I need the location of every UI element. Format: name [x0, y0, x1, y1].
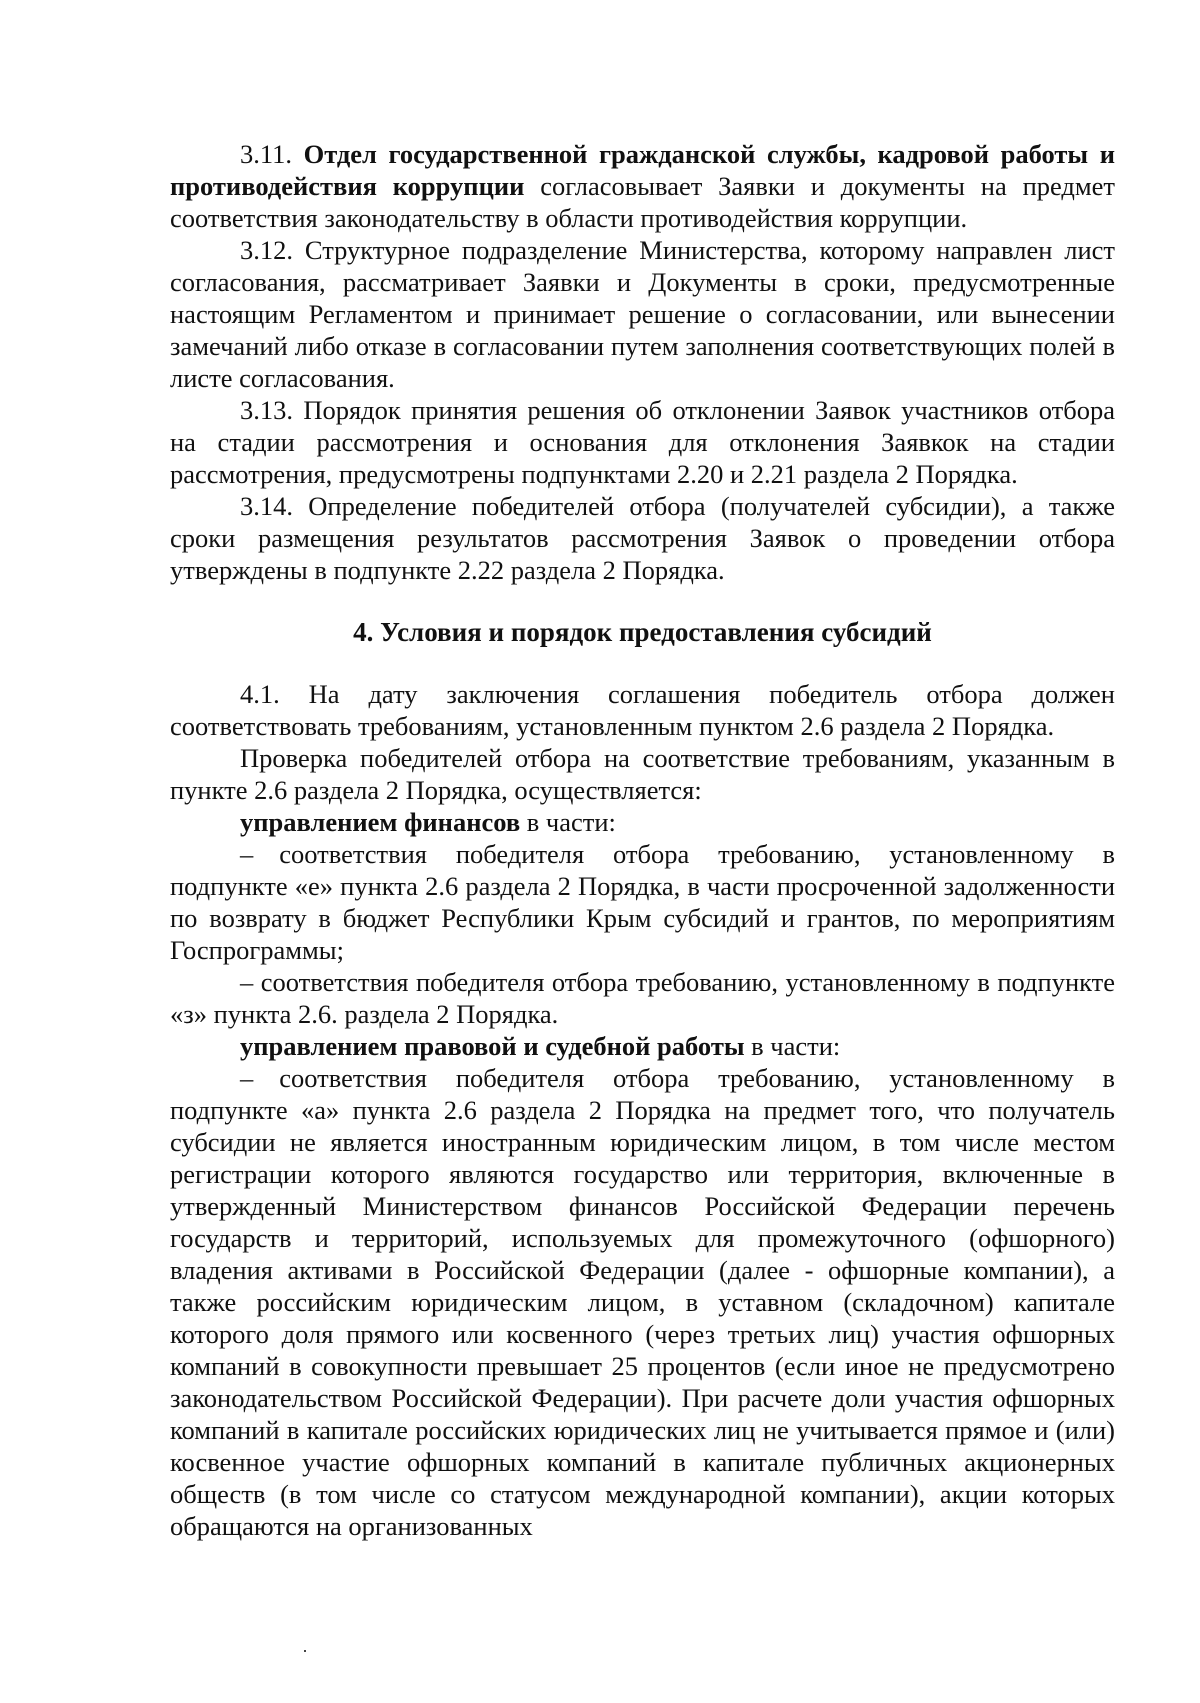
- finance-item-1-text: соответствия победителя отбора требованию, установленному в подпункте «е» пункта 2.6 раздела 2 Порядка, в части просроченной задолженности по возврату в бюджет Республики Крым субсидий и грантов, по мероприятиям Госпрограммы;: [170, 839, 1115, 965]
- legal-item-1: [170, 1062, 1115, 1542]
- legal-department-suffix: в части:: [744, 1031, 841, 1061]
- paragraph-3-12: 3.12. Структурное подразделение Министерства, которому направлен лист согласования, рассматривает Заявки и Документы в сроки, предусмотренные настоящим Регламентом и принимает решение о согласовании, или вынесении замечаний либо отказе в согласовании путем заполнения соответствующих полей в листе согласования.: [170, 235, 1115, 393]
- finance-department-name: управлением финансов: [240, 807, 521, 837]
- paragraph-3-11-department: Отдел государственной гражданской службы, кадровой работы и противодействия коррупции: [170, 139, 1115, 201]
- finance-department-suffix: в части:: [520, 807, 616, 837]
- scan-speck: [304, 1650, 306, 1652]
- finance-department-line: [170, 806, 1115, 838]
- finance-item-2: – соответствия победителя отбора требованию, установленному в подпункте «з» пункта 2.6. раздела 2 Порядка.: [170, 967, 1115, 1029]
- paragraph-4-1: 4.1. На дату заключения соглашения победитель отбора должен соответствовать требованиям, установленным пунктом 2.6 раздела 2 Порядка.: [170, 679, 1115, 741]
- paragraph-3-11-number: 3.11.: [240, 139, 304, 169]
- paragraph-3-11-text: согласовывает Заявки и документы на предмет соответствия законодательству в области противодействия коррупции.: [170, 171, 1116, 233]
- finance-item-1: [170, 838, 1115, 966]
- paragraph-3-11: [170, 138, 1115, 234]
- document-page: [170, 138, 1115, 1542]
- legal-department-name: управлением правовой и судебной работы: [240, 1031, 745, 1061]
- paragraph-verification: Проверка победителей отбора на соответствие требованиям, указанным в пункте 2.6 раздела 2 Порядка, осуществляется:: [170, 743, 1115, 805]
- legal-department-line: [170, 1030, 1115, 1062]
- paragraph-3-14: 3.14. Определение победителей отбора (получателей субсидии), а также сроки размещения результатов рассмотрения Заявок о проведении отбора утверждены в подпункте 2.22 раздела 2 Порядка.: [170, 491, 1115, 585]
- finance-item-1-dash: –: [240, 839, 254, 869]
- paragraph-3-13: 3.13. Порядок принятия решения об отклонении Заявок участников отбора на стадии рассмотрения и основания для отклонения Заявкок на стадии рассмотрения, предусмотрены подпунктами 2.20 и 2.21 раздела 2 Порядка.: [170, 395, 1115, 489]
- legal-item-1-dash: –: [240, 1063, 254, 1093]
- section-4-heading: 4. Условия и порядок предоставления субсидий: [353, 617, 932, 647]
- legal-item-1-text: соответствия победителя отбора требованию, установленному в подпункте «а» пункта 2.6 раздела 2 Порядка на предмет того, что получатель субсидии не является иностранным юридическим лицом, в том числе местом регистрации которого являются государство или территория, включенные в утвержденный Министерством финансов Российской Федерации перечень государств и территорий, используемых для промежуточного (офшорного) владения активами в Российской Федерации (далее - офшорные компании), а также российским юридическим лицом, в уставном (складочном) капитале которого доля прямого или косвенного (через третьих лиц) участия офшорных компаний в совокупности превышает 25 процентов (если иное не предусмотрено законодательством Российской Федерации). При расчете доли участия офшорных компаний в капитале российских юридических лиц не учитывается прямое и (или) косвенное участие офшорных компаний в капитале публичных акционерных обществ (в том числе со статусом международной компании), акции которых обращаются на организованных: [170, 1063, 1115, 1541]
